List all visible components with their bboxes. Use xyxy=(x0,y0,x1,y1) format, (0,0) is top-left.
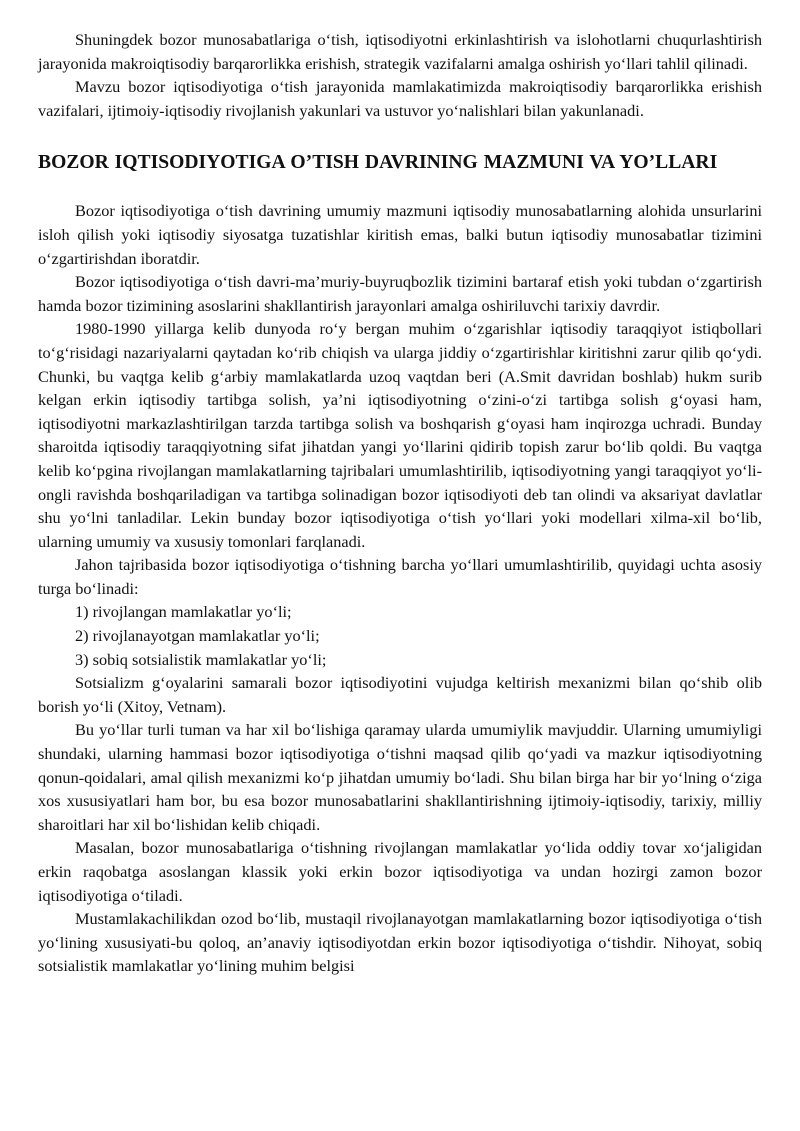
intro-paragraph-1: Shuningdek bozor munosabatlariga oʻtish, iqtisodiyotni erkinlashtirish va islohotlarni chuqurlashtirish jarayonida makroiqtisodiy barqarorlikka erishish, strategik vazifalarni amalga oshirish yoʻllari tahlil qilinadi. xyxy=(38,30,762,73)
body-paragraph-8: Mustamlakachilikdan ozod boʻlib, mustaqil rivojlanayotgan mamlakatlarning bozor iqtisodiyotiga oʻtish yoʻlining xususiyati-bu qoloq, anʼanaviy iqtisodiyotdan erkin bozor iqtisodiyotiga oʻtishdir. Nihoyat, sobiq sotsialistik mamlakatlar yoʻlining muhim belgisi xyxy=(38,909,762,976)
body-paragraph-1: Bozor iqtisodiyotiga oʻtish davrining umumiy mazmuni iqtisodiy munosabatlarning alohida unsurlarini isloh qilish yoki iqtisodiy siyosatga tuzatishlar kiritish emas, balki butun iqtisodiy munosabatlar tizimini oʻzgartirishdan iboratdir. xyxy=(38,201,762,268)
body-paragraph-6: Bu yoʻllar turli tuman va har xil boʻlishiga qaramay ularda umumiylik mavjuddir. Ularning umumiyligi shundaki, ularning hammasi bozor iqtisodiyotiga oʻtishni maqsad qilib qoʻyadi va mazkur iqtisodiyotning qonun-qoidalari, amal qilish mexanizmi koʻp jihatdan umumiy boʻladi. Shu bilan birga har bir yoʻlning oʻziga xos xususiyatlari ham bor, bu esa bozor munosabatlarini shakllantirishning ijtimoiy-iqtisodiy, tarixiy, milliy sharoitlari har xil boʻlishidan kelib chiqadi. xyxy=(38,720,762,834)
list-item-2: 2) rivojlanayotgan mamlakatlar yoʻli; xyxy=(75,626,320,646)
section-heading: BOZOR IQTISODIYOTIGA O’TISH DAVRINING MAZMUNI VA YO’LLARI xyxy=(38,152,718,174)
body-paragraph-7: Masalan, bozor munosabatlariga oʻtishning rivojlangan mamlakatlar yoʻlida oddiy tovar xoʻjaligidan erkin raqobatga asoslangan klassik yoki erkin bozor iqtisodiyotiga va undan hozirgi zamon bozor iqtisodiyotiga oʻtiladi. xyxy=(38,838,762,905)
list-item-1: 1) rivojlangan mamlakatlar yoʻli; xyxy=(75,602,292,622)
body-paragraph-5: Sotsializm gʻoyalarini samarali bozor iqtisodiyotini vujudga keltirish mexanizmi bilan qoʻshib olib borish yoʻli (Xitoy, Vetnam). xyxy=(38,673,762,716)
list-item-3: 3) sobiq sotsialistik mamlakatlar yoʻli; xyxy=(75,649,327,669)
body-paragraph-4: Jahon tajribasida bozor iqtisodiyotiga oʻtishning barcha yoʻllari umumlashtirilib, quyidagi uchta asosiy turga boʻlinadi: xyxy=(38,555,762,598)
intro-paragraph-2: Mavzu bozor iqtisodiyotiga oʻtish jarayonida mamlakatimizda makroiqtisodiy barqarorlikka erishish vazifalari, ijtimoiy-iqtisodiy rivojlanish yakunlari va ustuvor yoʻnalishlari bilan yakunlanadi. xyxy=(38,77,762,120)
body-paragraph-2: Bozor iqtisodiyotiga oʻtish davri-maʼmuriy-buyruqbozlik tizimini bartaraf etish yoki tubdan oʻzgartirish hamda bozor tizimining asoslarini shakllantirish jarayonlari amalga oshiriluvchi tarixiy davrdir. xyxy=(38,272,762,315)
body-paragraph-3: 1980-1990 yillarga kelib dunyoda roʻy bergan muhim oʻzgarishlar iqtisodiy taraqqiyot istiqbollari toʻgʻrisidagi nazariyalarni qaytadan koʻrib chiqish va ularga jiddiy oʻzgartirishlar kiritishni zarur qilib qoʻydi. Chunki, bu vaqtga kelib gʻarbiy mamlakatlarda uzoq vaqtdan beri (A.Smit davridan boshlab) hukm surib kelgan erkin iqtisodiy tartibga solish, yaʼni iqtisodiyotning oʻzini-oʻzi tartibga solish gʻoyasi ham, iqtisodiyotni markazlashtirilgan tarzda tartibga solish va boshqarish gʻoyasi ham inqirozga uchradi. Bunday sharoitda iqtisodiy taraqqiyotning sifat jihatdan yangi yoʻllarini qidirib topish zarur boʻlib qoldi. Bu vaqtga kelib koʻpgina rivojlangan mamlakatlarning tajribalari umumlashtirilib, iqtisodiyotning yangi taraqqiyot yoʻli-ongli ravishda boshqariladigan va tartibga solinadigan bozor iqtisodiyoti deb tan olindi va aksariyat davlatlar shu yoʻlni tanladilar. Lekin bunday bozor iqtisodiyotiga oʻtish yoʻllari yoki modellari xilma-xil boʻlib, ularning umumiy va xususiy tomonlari farqlanadi. xyxy=(38,319,762,551)
document-page xyxy=(38,28,762,978)
